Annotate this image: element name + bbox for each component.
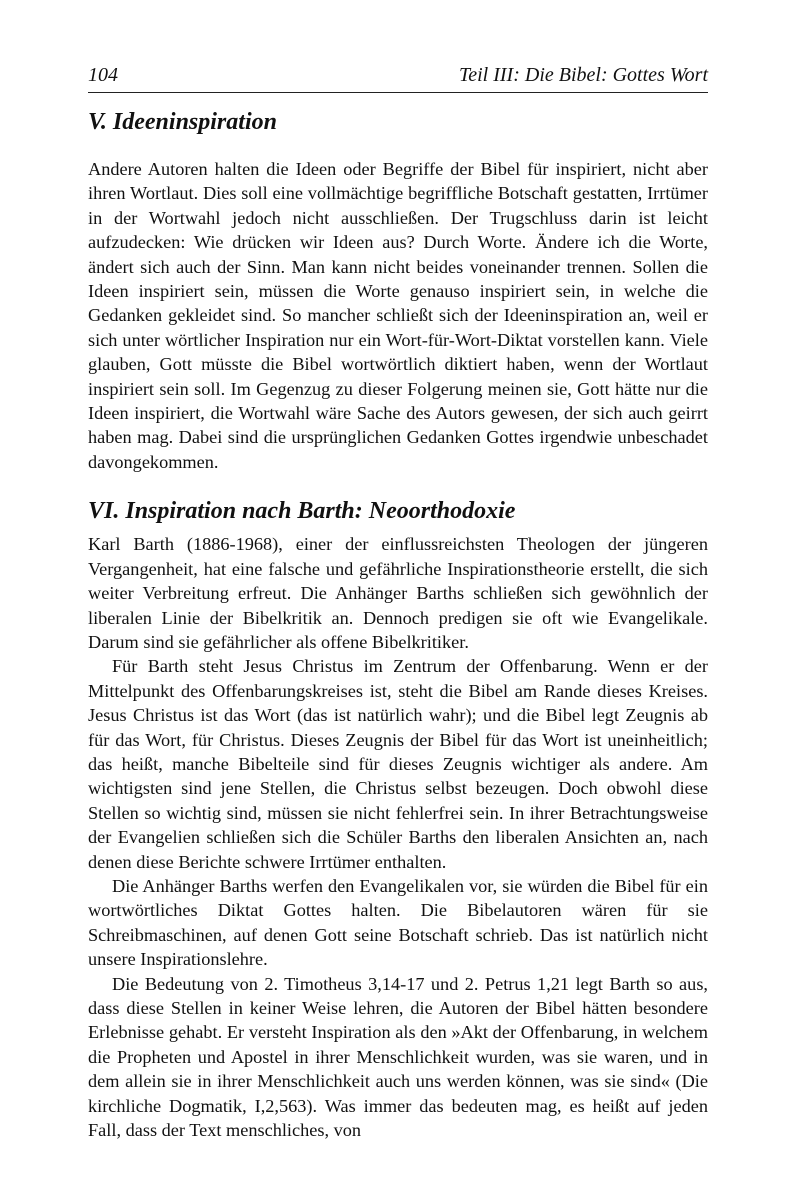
paragraph-barth-diktat: Die Anhänger Barths werfen den Evangelikalen vor, sie würden die Bibel für ein wortwörtliches Diktat Gottes halten. Die Bibelautoren wären für sie Schreibmaschinen, auf denen Gott seine Botschaft schrieb. Das ist natürlich nicht unsere Inspirationslehre. [88,875,708,970]
section-heading-barth: VI. Inspiration nach Barth: Neoorthodoxie [88,498,516,525]
paragraph-barth-timotheus: Die Bedeutung von 2. Timotheus 3,14-17 und 2. Petrus 1,21 legt Barth so aus, dass diese Stellen in keiner Weise lehren, die Autoren der Bibel hätten besondere Erlebnisse gehabt. Er versteht Inspiration als den »Akt der Offenbarung, in welchem die Propheten und Apostel in ihrer Menschlichkeit wurden, was sie waren, und in dem allein sie in ihrer Menschlichkeit auch uns werden können, was sie sind« (Die kirchliche Dogmatik, I,2,563). Was immer das bedeuten mag, es heißt auf jeden Fall, dass der Text menschliches, von [88,973,708,1141]
paragraph-ideeninspiration: Andere Autoren halten die Ideen oder Begriffe der Bibel für inspiriert, nicht aber ihren Wortlaut. Dies soll eine vollmächtige begriffliche Botschaft gestatten, Irrtümer in der Wortwahl jedoch nicht ausschließen. Der Trugschluss darin ist leicht aufzudecken: Wie drücken wir Ideen aus? Durch Worte. Ändere ich die Worte, ändert sich auch der Sinn. Man kann nicht beides voneinander trennen. Sollen die Ideen inspiriert sein, müssen die Worte genauso inspiriert sein, in welche die Gedanken gekleidet sind. So mancher schließt sich der Ideeninspiration an, weil er sich unter wörtlicher Inspiration nur ein Wort-für-Wort-Diktat vorstellen kann. Viele glauben, Gott müsste die Bibel wortwörtlich diktiert haben, wenn der Wortlaut inspiriert sein soll. Im Gegenzug zu dieser Folgerung meinen sie, Gott hätte nur die Ideen inspiriert, die Wortwahl wäre Sache des Autors gewesen, der sich auch geirrt haben mag. Dabei sind die ursprünglichen Gedanken Gottes irgendwie unbeschadet davongekommen. [88,159,708,472]
section-heading-ideeninspiration: V. Ideeninspiration [88,109,277,135]
page-number: 104 [88,64,118,86]
book-page [88,62,708,1142]
running-title: Teil III: Die Bibel: Gottes Wort [458,64,708,86]
running-header [88,62,708,93]
paragraph-barth-intro: Karl Barth (1886-1968), einer der einflussreichsten Theologen der jüngeren Vergangenheit, hat eine falsche und gefährliche Inspirationstheorie erstellt, die sich weiter Verbreitung erfreut. Die Anhänger Barths schließen sich gewöhnlich der liberalen Linie der Bibelkritik an. Dennoch predigen sie oft wie Evangelikale. Darum sind sie gefährlicher als offene Bibelkritiker. [88,534,708,652]
paragraph-barth-christus: Für Barth steht Jesus Christus im Zentrum der Offenbarung. Wenn er der Mittelpunkt des Offenbarungskreises ist, steht die Bibel am Rande dieses Kreises. Jesus Christus ist das Wort (das ist natürlich wahr); und die Bibel legt Zeugnis ab für das Wort, für Christus. Dieses Zeugnis der Bibel für das Wort ist uneinheitlich; das heißt, manche Bibelteile sind für dieses Zeugnis wichtiger als andere. Am wichtigsten sind jene Stellen, die Christus selbst bezeugen. Doch obwohl diese Stellen so wichtig sind, müssen sie nicht fehlerfrei sein. In ihrer Betrachtungsweise der Evangelien schließen sich die Schüler Barths den liberalen Ansichten an, nach denen diese Berichte schwere Irrtümer enthalten. [88,656,708,872]
